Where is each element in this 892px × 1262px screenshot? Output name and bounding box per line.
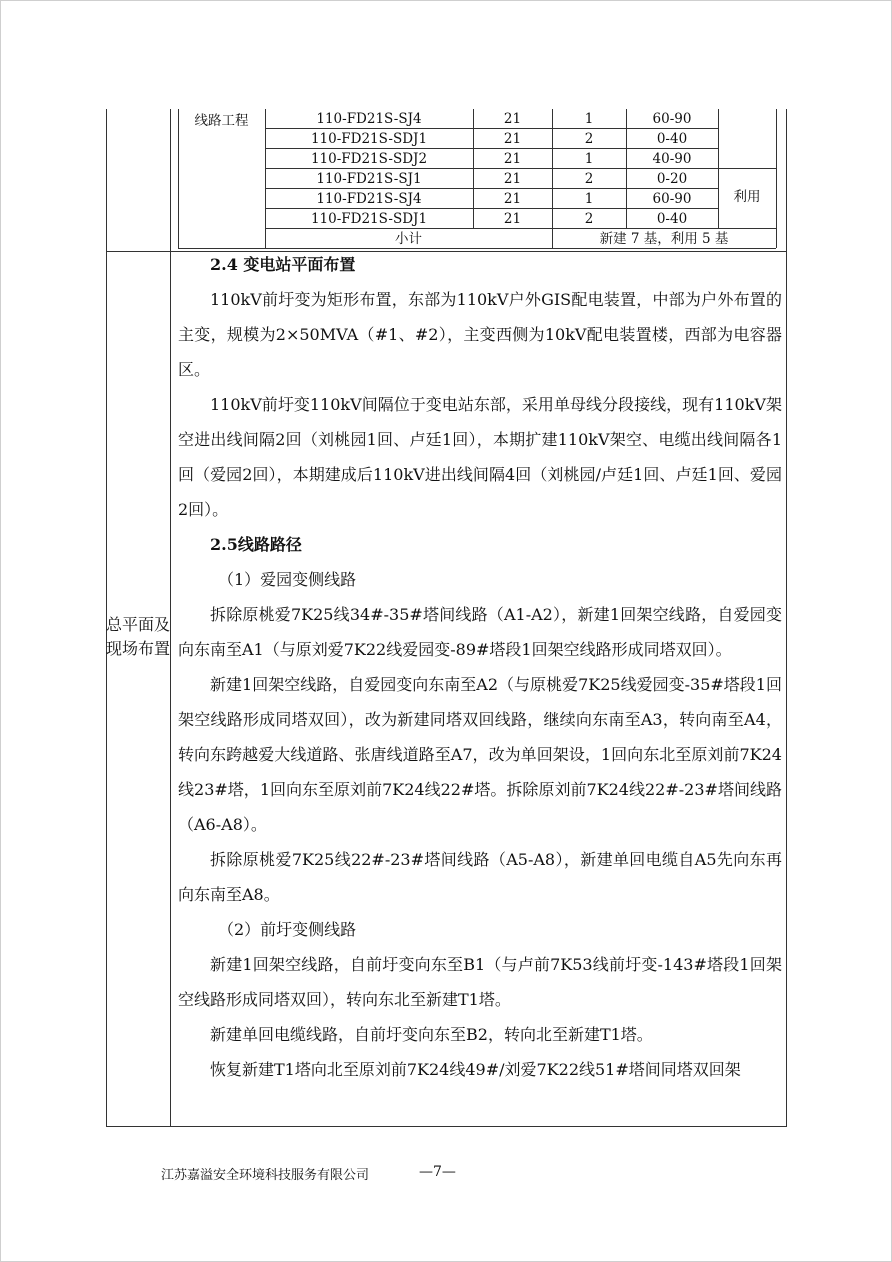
- table-cell-n2: 1: [584, 111, 594, 127]
- inner-table-right: [776, 109, 777, 248]
- table-cell-n1: 21: [503, 211, 522, 227]
- table-cell-range: 0-20: [656, 171, 688, 187]
- paragraph: 拆除原桃爱7K25线34#-35#塔间线路（A1-A2），新建1回架空线路，自爱园变向东南至A1（与原刘爱7K22线爱园变-89#塔段1回架空线路形成同塔双回）。: [178, 605, 782, 659]
- row-line-6: [265, 228, 776, 229]
- paragraph: 新建1回架空线路，自爱园变向东南至A2（与原桃爱7K25线爱园变-35#塔段1回架空线路形成同塔双回），改为新建同塔双回线路，继续向东南至A3，转向南至A4，转向东跨越爱大线道路、张唐线道路至A7，改为单回架设，1回向东北至原刘前7K24线23#塔，1回向东至原刘前7K24线22#塔。拆除原刘前7K24线22#-23#塔间线路（A6-A8）。: [178, 675, 782, 834]
- row-line-3: [265, 168, 776, 169]
- paragraph: 110kV前圩变110kV间隔位于变电站东部，采用单母线分段接线，现有110kV架空进出线间隔2回（刘桃园1回、卢廷1回），本期扩建110kV架空、电缆出线间隔各1回（爱园2回），本期建成后110kV进出线间隔4回（刘桃园/卢廷1回、卢廷1回、爱园2回）。: [178, 395, 782, 519]
- table-cell-range: 60-90: [652, 111, 692, 127]
- table-cell-n2: 2: [584, 211, 594, 227]
- table-cell-code: 110-FD21S-SDJ1: [310, 211, 428, 227]
- table-cell-range: 40-90: [652, 151, 692, 167]
- subtotal-label: 小计: [395, 231, 422, 247]
- subheading-qianwei: （2）前圩变侧线路: [218, 920, 357, 939]
- document-table: [106, 109, 787, 1126]
- table-cell-range: 60-90: [652, 191, 692, 207]
- table-cell-n2: 1: [584, 151, 594, 167]
- section-label: 总平面及现场布置: [106, 615, 171, 658]
- row-line-1: [265, 128, 718, 129]
- table-cell-range: 0-40: [656, 211, 688, 227]
- heading-2-4: 2.4 变电站平面布置: [210, 255, 356, 274]
- subtotal-value: 新建 7 基，利用 5 基: [599, 231, 729, 247]
- row-line-5: [265, 208, 718, 209]
- footer-company: 江苏嘉溢安全环境科技服务有限公司: [161, 1168, 370, 1183]
- table-cell-code: 110-FD21S-SJ4: [316, 111, 422, 127]
- table-cell-n2: 2: [584, 131, 594, 147]
- category-label: 线路工程: [194, 113, 249, 129]
- table-cell-range: 0-40: [656, 131, 688, 147]
- table-border-right: [786, 109, 787, 1126]
- paragraph: 110kV前圩变为矩形布置，东部为110kV户外GIS配电装置，中部为户外布置的主变，规模为2×50MVA（#1、#2），主变西侧为10kV配电装置楼，西部为电容器区。: [178, 290, 782, 379]
- row-line-2: [265, 148, 718, 149]
- section-content: [178, 247, 782, 1087]
- table-cell-n1: 21: [503, 111, 522, 127]
- heading-2-5: 2.5线路路径: [210, 535, 302, 554]
- row-line-4: [265, 188, 718, 189]
- subheading-aiyuan: （1）爱园变侧线路: [218, 570, 357, 589]
- table-cell-n1: 21: [503, 131, 522, 147]
- table-cell-code: 110-FD21S-SDJ2: [310, 151, 428, 167]
- table-cell-n1: 21: [503, 191, 522, 207]
- table-cell-code: 110-FD21S-SJ4: [316, 191, 422, 207]
- paragraph: 恢复新建T1塔向北至原刘前7K24线49#/刘爱7K22线51#塔间同塔双回架: [210, 1060, 741, 1079]
- table-border-bottom: [106, 1126, 787, 1127]
- table-cell-n1: 21: [503, 151, 522, 167]
- paragraph: 新建1回架空线路，自前圩变向东至B1（与卢前7K53线前圩变-143#塔段1回架空线路形成同塔双回），转向东北至新建T1塔。: [178, 955, 782, 1009]
- paragraph: 拆除原桃爱7K25线22#-23#塔间线路（A5-A8），新建单回电缆自A5先向东再向东南至A8。: [178, 850, 782, 904]
- table-cell-n2: 2: [584, 171, 594, 187]
- label-column-divider: [170, 109, 171, 1126]
- table-cell-code: 110-FD21S-SJ1: [316, 171, 422, 187]
- table-cell-code: 110-FD21S-SDJ1: [310, 131, 428, 147]
- paragraph: 新建单回电缆线路，自前圩变向东至B2，转向北至新建T1塔。: [210, 1025, 653, 1044]
- table-cell-n1: 21: [503, 171, 522, 187]
- page-number: —7—: [419, 1164, 456, 1180]
- table-cell-n2: 1: [584, 191, 594, 207]
- reuse-note: 利用: [733, 189, 761, 205]
